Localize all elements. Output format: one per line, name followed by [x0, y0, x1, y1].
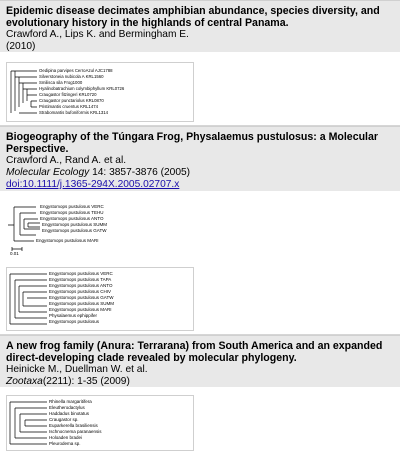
entry-2-title[interactable]: Biogeography of the Túngara Frog, Physalaemus pustulosus: a Molecular Perspective.	[6, 131, 379, 155]
tree-label: Engystomops pustulosus VERC	[40, 204, 104, 209]
entry-2-tree2-labels	[49, 271, 114, 324]
tree-label: Pristimantis cruentus KRL1474	[39, 104, 98, 109]
tree-label: Engystomops pustulosus ANTO	[40, 216, 104, 221]
entry-1-tree-labels	[39, 68, 125, 115]
tree-label: Silverstoneia nubicola A KRL1560	[39, 74, 104, 79]
tree-label: Engystomops pustulosus ANTO	[49, 283, 113, 288]
tree-label: Engystomops pustulosus	[49, 319, 100, 324]
entry-1-tree-branches	[11, 71, 37, 113]
entry-3-title[interactable]: A new frog family (Anura: Terrarana) from South America and an expanded direct-developing clade revealed by molecular phylogeny.	[6, 340, 383, 364]
entry-2-tree-thumbnail-1[interactable]	[6, 197, 146, 255]
tree-label: Eleutherodactylus	[49, 405, 85, 410]
entry-2-tree1-labels	[10, 204, 107, 255]
tree-label: Engystomops pustulosus CHIV	[49, 289, 112, 294]
entry-1-tree-svg	[7, 63, 193, 121]
tree-label: Ischnocnema paranaensis	[49, 429, 102, 434]
entry-3-tree-thumbnail[interactable]	[6, 395, 194, 451]
entry-3-tree-labels	[49, 399, 102, 446]
entry-2-doi-link[interactable]: doi:10.1111/j.1365-294X.2005.02707.x	[6, 179, 180, 190]
entry-2-citation-details: 14: 3857-3876 (2005)	[89, 167, 191, 178]
tree-label: Holoaden bradei	[49, 435, 83, 440]
entry-2-tree-svg-1	[6, 197, 146, 255]
tree-label: Oedipina parvipes CerroAzul AJC1788	[39, 68, 113, 73]
scale-bar-label: 0.01	[10, 251, 19, 255]
entry-2-authors: Crawford A., Rand A. et al.	[6, 155, 127, 166]
tree-label: Engystomops pustulosus MARI	[36, 238, 99, 243]
tree-label: Engystomops pustulosus GATW	[42, 228, 107, 233]
tree-label: Physalaemus ephippifer	[49, 313, 98, 318]
tree-label: Haddadus binotatus	[49, 411, 90, 416]
tree-label: Engystomops pustulosus VERC	[49, 271, 113, 276]
entry-2-tree1-branches	[8, 207, 40, 251]
tree-label: Engystomops pustulosus TEHU	[40, 210, 104, 215]
entry-1-tree-thumbnail[interactable]	[6, 62, 194, 122]
tree-label: Rhinella margaritifera	[49, 399, 92, 404]
tree-label: Engystomops pustulosus TAPA	[49, 277, 112, 282]
entry-2-journal: Molecular Ecology	[6, 167, 90, 178]
entry-3-tree-svg	[7, 396, 193, 450]
entry-1-header	[0, 0, 400, 52]
tree-label: Craugastor punctariolus KRL0870	[39, 98, 104, 103]
tree-label: Engystomops pustulosus SUMM	[49, 301, 115, 306]
entry-1-title[interactable]: Epidemic disease decimates amphibian abundance, species diversity, and evolutionary history in the highlands of central Panama.	[6, 5, 380, 29]
tree-label: Smilisca sila Frog1000	[39, 80, 83, 85]
tree-label: Strabomantis bufoniformis KRL1314	[39, 110, 109, 115]
tree-label: Hyalinobatrachium colymbiphyllum KRL0726	[39, 86, 125, 91]
tree-label: Pleurodema sp.	[49, 441, 81, 446]
entry-3-authors: Heinicke M., Duellman W. et al.	[6, 364, 148, 375]
entry-3-header	[0, 335, 400, 387]
tree-label: Engystomops pustulosus SUMM	[42, 222, 108, 227]
tree-label: Craugastor sp.	[49, 417, 79, 422]
entry-3-journal: Zootaxa	[6, 376, 43, 387]
entry-2-tree-thumbnail-2[interactable]	[6, 267, 194, 331]
entry-3-tree-branches	[10, 402, 47, 444]
tree-label: Craugastor fitzingeri KRL0720	[39, 92, 97, 97]
entry-2-header	[0, 126, 400, 191]
tree-label: Engystomops pustulosus GATW	[49, 295, 114, 300]
entry-2-tree-svg-2	[7, 268, 193, 330]
entry-1-year: (2010)	[6, 41, 36, 52]
entry-2-tree2-branches	[10, 274, 47, 324]
tree-label: Euparkerella brasiliensis	[49, 423, 98, 428]
entry-1-authors: Crawford A., Lips K. and Bermingham E.	[6, 29, 189, 40]
entry-3-citation-details: (2211): 1-35 (2009)	[42, 376, 130, 387]
entry-2-citation	[6, 167, 394, 179]
entry-1-body	[0, 52, 400, 125]
entry-2-body	[0, 191, 400, 334]
tree-label: Engystomops pustulosus MARI	[49, 307, 112, 312]
entry-3-body	[0, 387, 400, 452]
